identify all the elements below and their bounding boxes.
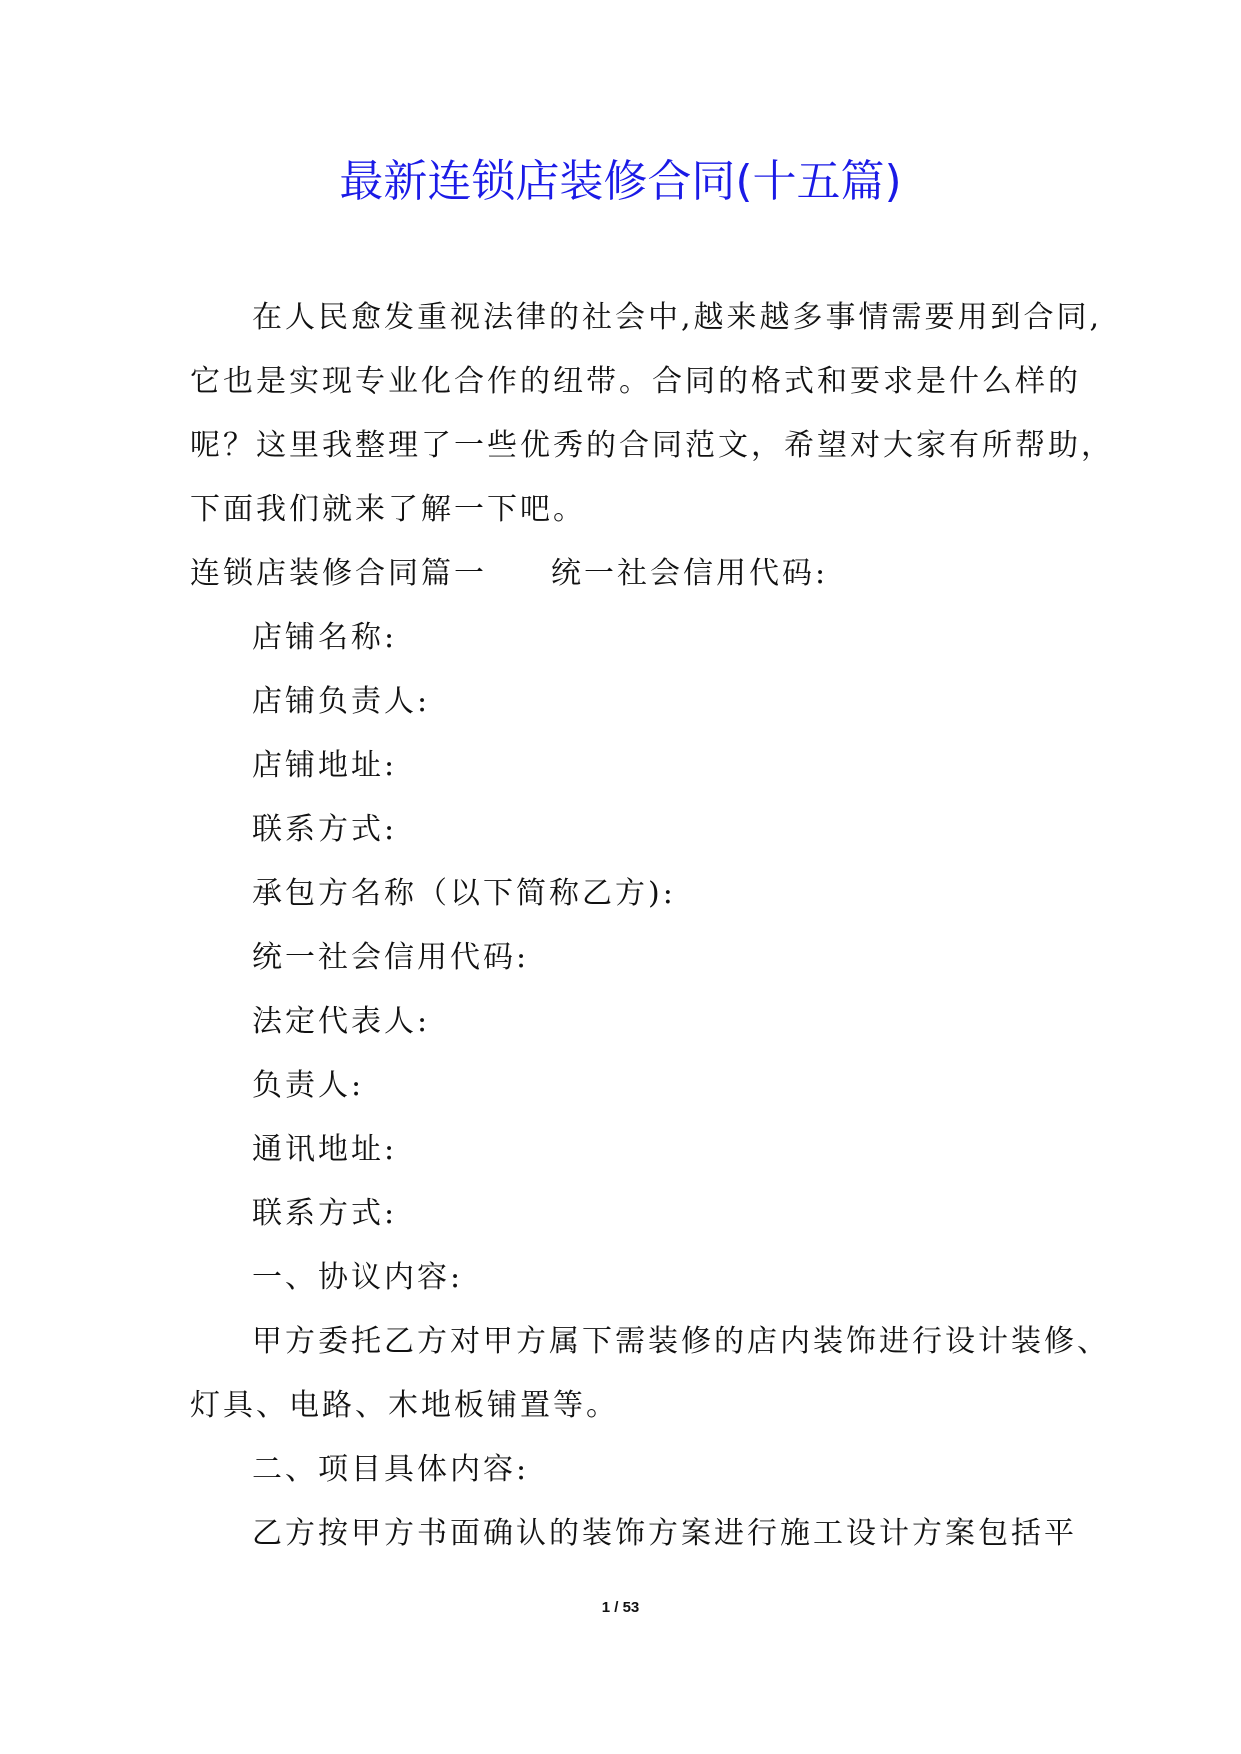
intro-line-2: 它也是实现专业化合作的纽带。合同的格式和要求是什么样的 [190, 364, 1081, 399]
field-mailing-address: 通讯地址: [252, 1132, 398, 1167]
section-heading [190, 542, 1070, 606]
field-shop-name: 店铺名称: [252, 620, 398, 655]
section-heading-tail: 统一社会信用代码: [551, 556, 829, 591]
field-contact-2: 联系方式: [252, 1196, 398, 1231]
field-shop-manager: 店铺负责人: [252, 684, 431, 719]
field-contractor-name: 承包方名称（以下简称乙方): [252, 876, 676, 911]
document-title: 最新连锁店装修合同(十五篇) [339, 156, 902, 207]
field-credit-code: 统一社会信用代码: [252, 940, 530, 975]
clause1-heading: 一、协议内容: [252, 1260, 464, 1295]
field-person-in-charge: 负责人: [252, 1068, 365, 1103]
page-indicator: 1 / 53 [601, 1599, 640, 1616]
section-heading-title: 连锁店装修合同篇一 [190, 556, 487, 591]
clause1-line-2: 灯具、电路、木地板铺置等。 [190, 1388, 619, 1423]
field-shop-address: 店铺地址: [252, 748, 398, 783]
intro-line-1: 在人民愈发重视法律的社会中,越来越多事情需要用到合同, [252, 300, 1103, 335]
clause2-line-1: 乙方按甲方书面确认的装饰方案进行施工设计方案包括平 [252, 1516, 1077, 1551]
field-legal-rep: 法定代表人: [252, 1004, 431, 1039]
intro-line-3: 呢？这里我整理了一些优秀的合同范文，希望对大家有所帮助， [190, 428, 1114, 463]
intro-line-4: 下面我们就来了解一下吧。 [190, 492, 586, 527]
field-contact: 联系方式: [252, 812, 398, 847]
clause1-line-1: 甲方委托乙方对甲方属下需装修的店内装饰进行设计装修、 [252, 1324, 1110, 1359]
clause2-heading: 二、项目具体内容: [252, 1452, 530, 1487]
document-body [190, 286, 1114, 1566]
